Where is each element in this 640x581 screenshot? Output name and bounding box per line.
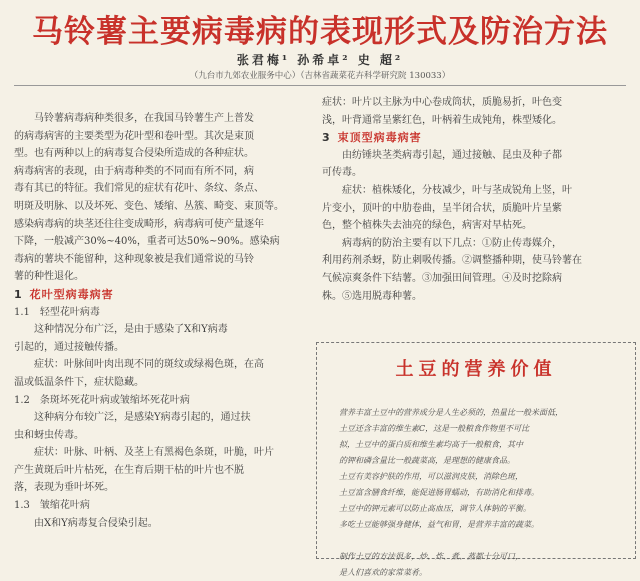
text-line: 引起的，通过接触传播。 <box>14 341 124 353</box>
text-line: 气候凉爽条件下结薯。③加强田间管理。④及时挖除病 <box>322 272 562 284</box>
sidebar-line: 土豆中的钾元素可以防止高血压，调节人体钠的平衡。 <box>339 504 531 513</box>
text-line: 马铃薯病毒病种类很多，在我国马铃薯生产上普发 <box>34 113 254 124</box>
sidebar-line: 土豆有美容护肤的作用，可以滋润皮肤，消除色斑， <box>339 472 523 481</box>
subsection-heading <box>14 392 310 410</box>
heading-number: 1.1 <box>14 306 30 318</box>
text-line: 病毒病害的表现，由于病毒种类的不同而有所不同，病 <box>14 165 254 177</box>
text-line: 这种情况分布广泛，是由于感染了X和Y病毒 <box>34 324 228 336</box>
heading-text: 条斑坏死花叶病或皱缩坏死花叶病 <box>39 394 190 406</box>
sidebar-body <box>339 405 621 581</box>
sidebar-box <box>316 342 636 577</box>
sidebar-line: 营养丰富土豆中的营养成分是人生必须的，热量比一般米面低， <box>339 408 563 417</box>
text-line: 下降，一般减产30%~40%，重者可达50%~90%。感染病 <box>14 236 280 248</box>
section-heading <box>14 286 310 304</box>
text-line: 薯的种性退化。 <box>14 271 84 283</box>
heading-text: 轻型花叶病毒 <box>39 306 100 318</box>
text-line: 由X和Y病毒复合侵染引起。 <box>34 517 158 529</box>
sidebar-line: 的钾和磷含量比一般蔬菜高，是理想的健康食品。 <box>339 456 515 465</box>
text-line: 毒有其已的特征。我们常见的症状有花叶、条纹、条点、 <box>14 183 264 195</box>
heading-text: 花叶型病毒病害 <box>29 287 114 301</box>
text-line: 毒病的薯块不能留种，这种现象被是我们通常说的马铃 <box>14 253 254 265</box>
text-line: 色，整个植株失去油亮的绿色，病害对早枯死。 <box>322 220 532 232</box>
left-text-column <box>14 110 310 532</box>
heading-number: 1.2 <box>14 394 30 406</box>
sidebar-line: 是人们喜欢的家常菜肴。 <box>339 568 427 577</box>
subsection-heading <box>14 497 310 515</box>
text-line: 温或低温条件下，症状隐藏。 <box>14 376 144 388</box>
text-line: 症状：叶脉间叶肉出现不同的斑纹或绿褐色斑，在高 <box>34 359 264 371</box>
text-line: 利用药剂杀蚜，防止刺吸传播。②调整播种期，使马铃薯在 <box>322 255 582 267</box>
text-line: 感染病毒病的块茎还往往变成畸形，病毒病可使产量逐年 <box>14 218 264 230</box>
text-line: 可传毒。 <box>322 167 362 179</box>
text-line: 产生黄斑后叶片枯死，在生育后期干枯的叶片也不脱 <box>14 464 244 476</box>
text-line: 株。⑤选用脱毒种薯。 <box>322 290 422 302</box>
text-line: 落，表现为垂叶坏死。 <box>14 482 114 494</box>
text-line: 症状：叶脉、叶柄、及茎上有黑褐色条斑，叶脆，叶片 <box>34 447 274 459</box>
sidebar-line: 拟，土豆中的蛋白质和维生素均高于一般粮食，其中 <box>339 440 523 449</box>
text-line: 明斑及明脉、以及坏死、变色、矮缩、丛簇、畸变、束顶等。 <box>14 200 284 212</box>
text-line: 由纺锤块茎类病毒引起，通过接触、昆虫及种子都 <box>342 149 562 161</box>
header-divider <box>14 85 626 86</box>
right-text-column <box>322 94 628 305</box>
text-line: 症状：植株矮化，分枝减少，叶与茎成锐角上竖，叶 <box>342 184 572 196</box>
sidebar-line: 多吃土豆能够强身健体，益气和胃，是营养丰富的蔬菜。 <box>339 520 539 529</box>
text-line: 虫和蚜虫传毒。 <box>14 429 84 441</box>
article-title: 马铃薯主要病毒病的表现形式及防治方法 <box>32 14 608 50</box>
heading-number: 1.3 <box>14 500 30 512</box>
text-line: 浅，叶背通常呈紫红色，叶柄着生成钝角，株型矮化。 <box>322 114 562 126</box>
text-line: 病毒病的防治主要有以下几点：①防止传毒媒介， <box>342 237 562 249</box>
heading-text: 皱缩花叶病 <box>39 500 90 512</box>
sidebar-line: 土豆还含丰富的维生素C，这是一般粮食作物里不可比 <box>339 424 530 433</box>
heading-text: 束顶型病毒病害 <box>337 131 422 145</box>
text-line: 的病毒病害的主要类型为花叶型和卷叶型。其次是束顶 <box>14 130 254 142</box>
subsection-heading <box>14 304 310 322</box>
section-heading <box>322 129 628 147</box>
heading-number: 3 <box>322 131 330 145</box>
article-authors: 张君梅¹ 孙希卓² 史 超² <box>236 53 404 67</box>
sidebar-line: 制作土豆的方法很多，炒、炸、煮、蒸都十分可口， <box>339 552 523 561</box>
sidebar-line <box>339 533 621 549</box>
sidebar-line: 土豆富含膳食纤维，能促进肠胃蠕动，有助消化和排毒。 <box>339 488 539 497</box>
text-line: 这种病分布较广泛，是感染Y病毒引起的，通过扶 <box>34 412 251 424</box>
text-line: 型。也有两种以上的病毒复合侵染所造成的各种症状。 <box>14 148 254 160</box>
text-line: 片变小，顶叶的中肋卷曲，呈半闭合状，质脆叶片呈紫 <box>322 202 562 214</box>
text-line: 症状：叶片以主脉为中心卷成筒状，质脆易折，叶色变 <box>322 97 562 108</box>
heading-number: 1 <box>14 287 22 301</box>
sidebar-title: 土豆的营养价值 <box>395 359 557 380</box>
article-affiliations: （九台市九郊农业服务中心）（吉林省蔬菜花卉科学研究院 130033） <box>189 71 451 81</box>
